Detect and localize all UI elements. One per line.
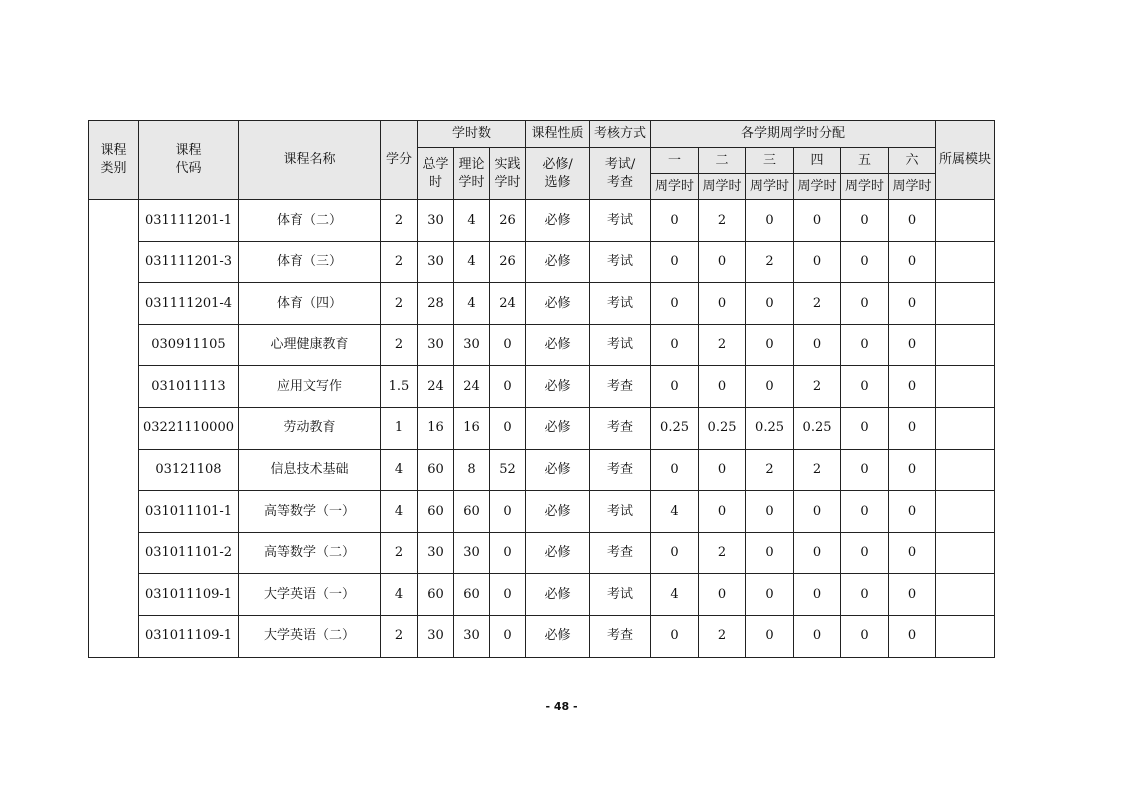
semester-3-hours-cell: 2: [746, 241, 794, 283]
theory-hours-cell: 30: [454, 532, 490, 574]
semester-6-hours-cell: 0: [889, 407, 936, 449]
credit-cell: 2: [381, 532, 418, 574]
course-code-cell: 03221110000: [139, 407, 239, 449]
course-code-cell: 031011109-1: [139, 574, 239, 616]
table-row: [89, 574, 995, 616]
semester-6-hours-cell: 0: [889, 574, 936, 616]
exam-method-cell: 考查: [590, 532, 651, 574]
theory-hours-cell: 4: [454, 241, 490, 283]
credit-cell: 1: [381, 407, 418, 449]
semester-3-hours-cell: 0: [746, 366, 794, 408]
header-weekly-hours: 周学时: [746, 174, 794, 200]
course-code-cell: 031011101-1: [139, 491, 239, 533]
theory-hours-cell: 24: [454, 366, 490, 408]
course-nature-cell: 必修: [526, 407, 590, 449]
module-cell: [936, 200, 995, 242]
theory-hours-cell: 60: [454, 491, 490, 533]
course-name-cell: 应用文写作: [239, 366, 381, 408]
practice-hours-cell: 0: [490, 491, 526, 533]
header-exam-check: 考试/ 考查: [590, 148, 651, 200]
semester-2-hours-cell: 0: [699, 449, 746, 491]
module-cell: [936, 366, 995, 408]
semester-2-hours-cell: 0: [699, 366, 746, 408]
credit-cell: 2: [381, 200, 418, 242]
header-semester-5: 五: [841, 148, 889, 174]
semester-5-hours-cell: 0: [841, 491, 889, 533]
semester-6-hours-cell: 0: [889, 283, 936, 325]
semester-1-hours-cell: 0: [651, 200, 699, 242]
semester-4-hours-cell: 2: [794, 366, 841, 408]
table-row: [89, 407, 995, 449]
header-total-hours: 总学 时: [418, 148, 454, 200]
header-weekly-hours: 周学时: [841, 174, 889, 200]
semester-1-hours-cell: 0: [651, 449, 699, 491]
course-nature-cell: 必修: [526, 200, 590, 242]
course-code-cell: 031011109-1: [139, 615, 239, 657]
header-semester-distribution: 各学期周学时分配: [651, 121, 936, 148]
table-row: [89, 200, 995, 242]
module-cell: [936, 615, 995, 657]
exam-method-cell: 考试: [590, 283, 651, 325]
semester-5-hours-cell: 0: [841, 407, 889, 449]
credit-cell: 2: [381, 324, 418, 366]
header-semester-4: 四: [794, 148, 841, 174]
module-cell: [936, 532, 995, 574]
semester-4-hours-cell: 0: [794, 200, 841, 242]
exam-method-cell: 考试: [590, 491, 651, 533]
exam-method-cell: 考试: [590, 324, 651, 366]
course-schedule-table: [88, 120, 995, 658]
course-nature-cell: 必修: [526, 615, 590, 657]
course-name-cell: 大学英语（二）: [239, 615, 381, 657]
header-course-nature: 课程性质: [526, 121, 590, 148]
credit-cell: 4: [381, 449, 418, 491]
semester-1-hours-cell: 0: [651, 532, 699, 574]
total-hours-cell: 16: [418, 407, 454, 449]
theory-hours-cell: 30: [454, 324, 490, 366]
total-hours-cell: 28: [418, 283, 454, 325]
semester-4-hours-cell: 0: [794, 324, 841, 366]
practice-hours-cell: 24: [490, 283, 526, 325]
semester-1-hours-cell: 4: [651, 574, 699, 616]
semester-4-hours-cell: 0: [794, 574, 841, 616]
semester-5-hours-cell: 0: [841, 615, 889, 657]
semester-1-hours-cell: 0: [651, 366, 699, 408]
course-category-cell: [89, 200, 139, 658]
header-required-elective: 必修/ 选修: [526, 148, 590, 200]
module-cell: [936, 574, 995, 616]
course-name-cell: 心理健康教育: [239, 324, 381, 366]
header-practice-hours: 实践 学时: [490, 148, 526, 200]
theory-hours-cell: 16: [454, 407, 490, 449]
header-weekly-hours: 周学时: [699, 174, 746, 200]
header-course-code: 课程 代码: [139, 121, 239, 200]
practice-hours-cell: 0: [490, 366, 526, 408]
total-hours-cell: 30: [418, 324, 454, 366]
semester-4-hours-cell: 2: [794, 449, 841, 491]
header-theory-hours: 理论 学时: [454, 148, 490, 200]
semester-2-hours-cell: 2: [699, 324, 746, 366]
credit-cell: 1.5: [381, 366, 418, 408]
semester-1-hours-cell: 0: [651, 241, 699, 283]
practice-hours-cell: 0: [490, 324, 526, 366]
semester-3-hours-cell: 0: [746, 200, 794, 242]
course-code-cell: 031111201-4: [139, 283, 239, 325]
semester-3-hours-cell: 0: [746, 574, 794, 616]
semester-4-hours-cell: 0: [794, 491, 841, 533]
practice-hours-cell: 52: [490, 449, 526, 491]
theory-hours-cell: 4: [454, 283, 490, 325]
table-row: [89, 283, 995, 325]
total-hours-cell: 30: [418, 532, 454, 574]
semester-5-hours-cell: 0: [841, 200, 889, 242]
module-cell: [936, 407, 995, 449]
exam-method-cell: 考查: [590, 449, 651, 491]
course-code-cell: 031011113: [139, 366, 239, 408]
header-semester-2: 二: [699, 148, 746, 174]
semester-4-hours-cell: 0: [794, 241, 841, 283]
exam-method-cell: 考查: [590, 366, 651, 408]
theory-hours-cell: 4: [454, 200, 490, 242]
semester-5-hours-cell: 0: [841, 574, 889, 616]
semester-4-hours-cell: 0: [794, 615, 841, 657]
course-nature-cell: 必修: [526, 449, 590, 491]
header-semester-3: 三: [746, 148, 794, 174]
semester-3-hours-cell: 0.25: [746, 407, 794, 449]
semester-2-hours-cell: 2: [699, 200, 746, 242]
practice-hours-cell: 0: [490, 574, 526, 616]
table-row: [89, 491, 995, 533]
course-nature-cell: 必修: [526, 324, 590, 366]
semester-2-hours-cell: 2: [699, 615, 746, 657]
course-nature-cell: 必修: [526, 366, 590, 408]
header-exam-method: 考核方式: [590, 121, 651, 148]
course-name-cell: 高等数学（二）: [239, 532, 381, 574]
header-semester-1: 一: [651, 148, 699, 174]
semester-2-hours-cell: 0.25: [699, 407, 746, 449]
practice-hours-cell: 0: [490, 407, 526, 449]
module-cell: [936, 449, 995, 491]
module-cell: [936, 241, 995, 283]
course-name-cell: 信息技术基础: [239, 449, 381, 491]
practice-hours-cell: 26: [490, 241, 526, 283]
course-name-cell: 高等数学（一）: [239, 491, 381, 533]
semester-1-hours-cell: 0.25: [651, 407, 699, 449]
table-body: [89, 200, 995, 658]
semester-1-hours-cell: 4: [651, 491, 699, 533]
exam-method-cell: 考试: [590, 241, 651, 283]
course-code-cell: 030911105: [139, 324, 239, 366]
semester-2-hours-cell: 2: [699, 532, 746, 574]
course-name-cell: 劳动教育: [239, 407, 381, 449]
theory-hours-cell: 60: [454, 574, 490, 616]
header-weekly-hours: 周学时: [651, 174, 699, 200]
header-weekly-hours: 周学时: [889, 174, 936, 200]
semester-5-hours-cell: 0: [841, 283, 889, 325]
semester-6-hours-cell: 0: [889, 241, 936, 283]
header-module: 所属模块: [936, 121, 995, 200]
semester-2-hours-cell: 0: [699, 283, 746, 325]
table-row: [89, 449, 995, 491]
table-row: [89, 366, 995, 408]
total-hours-cell: 30: [418, 615, 454, 657]
total-hours-cell: 60: [418, 449, 454, 491]
practice-hours-cell: 0: [490, 532, 526, 574]
exam-method-cell: 考查: [590, 407, 651, 449]
total-hours-cell: 60: [418, 491, 454, 533]
module-cell: [936, 324, 995, 366]
module-cell: [936, 283, 995, 325]
credit-cell: 4: [381, 574, 418, 616]
theory-hours-cell: 8: [454, 449, 490, 491]
course-code-cell: 031111201-3: [139, 241, 239, 283]
practice-hours-cell: 0: [490, 615, 526, 657]
semester-6-hours-cell: 0: [889, 615, 936, 657]
semester-2-hours-cell: 0: [699, 491, 746, 533]
semester-6-hours-cell: 0: [889, 200, 936, 242]
practice-hours-cell: 26: [490, 200, 526, 242]
table-row: [89, 532, 995, 574]
semester-1-hours-cell: 0: [651, 615, 699, 657]
semester-3-hours-cell: 0: [746, 532, 794, 574]
exam-method-cell: 考试: [590, 200, 651, 242]
semester-3-hours-cell: 2: [746, 449, 794, 491]
exam-method-cell: 考试: [590, 574, 651, 616]
semester-3-hours-cell: 0: [746, 324, 794, 366]
table-row: [89, 241, 995, 283]
header-hours-group: 学时数: [418, 121, 526, 148]
course-code-cell: 031011101-2: [139, 532, 239, 574]
semester-6-hours-cell: 0: [889, 449, 936, 491]
semester-2-hours-cell: 0: [699, 574, 746, 616]
semester-5-hours-cell: 0: [841, 241, 889, 283]
semester-5-hours-cell: 0: [841, 366, 889, 408]
total-hours-cell: 24: [418, 366, 454, 408]
semester-3-hours-cell: 0: [746, 615, 794, 657]
credit-cell: 4: [381, 491, 418, 533]
semester-4-hours-cell: 0.25: [794, 407, 841, 449]
semester-6-hours-cell: 0: [889, 324, 936, 366]
course-nature-cell: 必修: [526, 241, 590, 283]
semester-5-hours-cell: 0: [841, 532, 889, 574]
course-name-cell: 体育（二）: [239, 200, 381, 242]
semester-4-hours-cell: 0: [794, 532, 841, 574]
header-course-category: 课程 类别: [89, 121, 139, 200]
course-nature-cell: 必修: [526, 491, 590, 533]
header-semester-6: 六: [889, 148, 936, 174]
page-number: - 48 -: [545, 700, 578, 713]
semester-2-hours-cell: 0: [699, 241, 746, 283]
course-nature-cell: 必修: [526, 283, 590, 325]
total-hours-cell: 60: [418, 574, 454, 616]
table-header: [89, 121, 995, 200]
semester-6-hours-cell: 0: [889, 532, 936, 574]
table-row: [89, 615, 995, 657]
credit-cell: 2: [381, 283, 418, 325]
course-name-cell: 体育（四）: [239, 283, 381, 325]
exam-method-cell: 考查: [590, 615, 651, 657]
semester-6-hours-cell: 0: [889, 491, 936, 533]
theory-hours-cell: 30: [454, 615, 490, 657]
semester-1-hours-cell: 0: [651, 324, 699, 366]
semester-3-hours-cell: 0: [746, 283, 794, 325]
total-hours-cell: 30: [418, 241, 454, 283]
total-hours-cell: 30: [418, 200, 454, 242]
header-credit: 学分: [381, 121, 418, 200]
course-code-cell: 031111201-1: [139, 200, 239, 242]
credit-cell: 2: [381, 615, 418, 657]
course-nature-cell: 必修: [526, 574, 590, 616]
semester-1-hours-cell: 0: [651, 283, 699, 325]
course-name-cell: 大学英语（一）: [239, 574, 381, 616]
module-cell: [936, 491, 995, 533]
semester-6-hours-cell: 0: [889, 366, 936, 408]
credit-cell: 2: [381, 241, 418, 283]
course-nature-cell: 必修: [526, 532, 590, 574]
course-name-cell: 体育（三）: [239, 241, 381, 283]
table-row: [89, 324, 995, 366]
header-weekly-hours: 周学时: [794, 174, 841, 200]
semester-4-hours-cell: 2: [794, 283, 841, 325]
semester-5-hours-cell: 0: [841, 324, 889, 366]
header-course-name: 课程名称: [239, 121, 381, 200]
semester-5-hours-cell: 0: [841, 449, 889, 491]
semester-3-hours-cell: 0: [746, 491, 794, 533]
course-code-cell: 03121108: [139, 449, 239, 491]
